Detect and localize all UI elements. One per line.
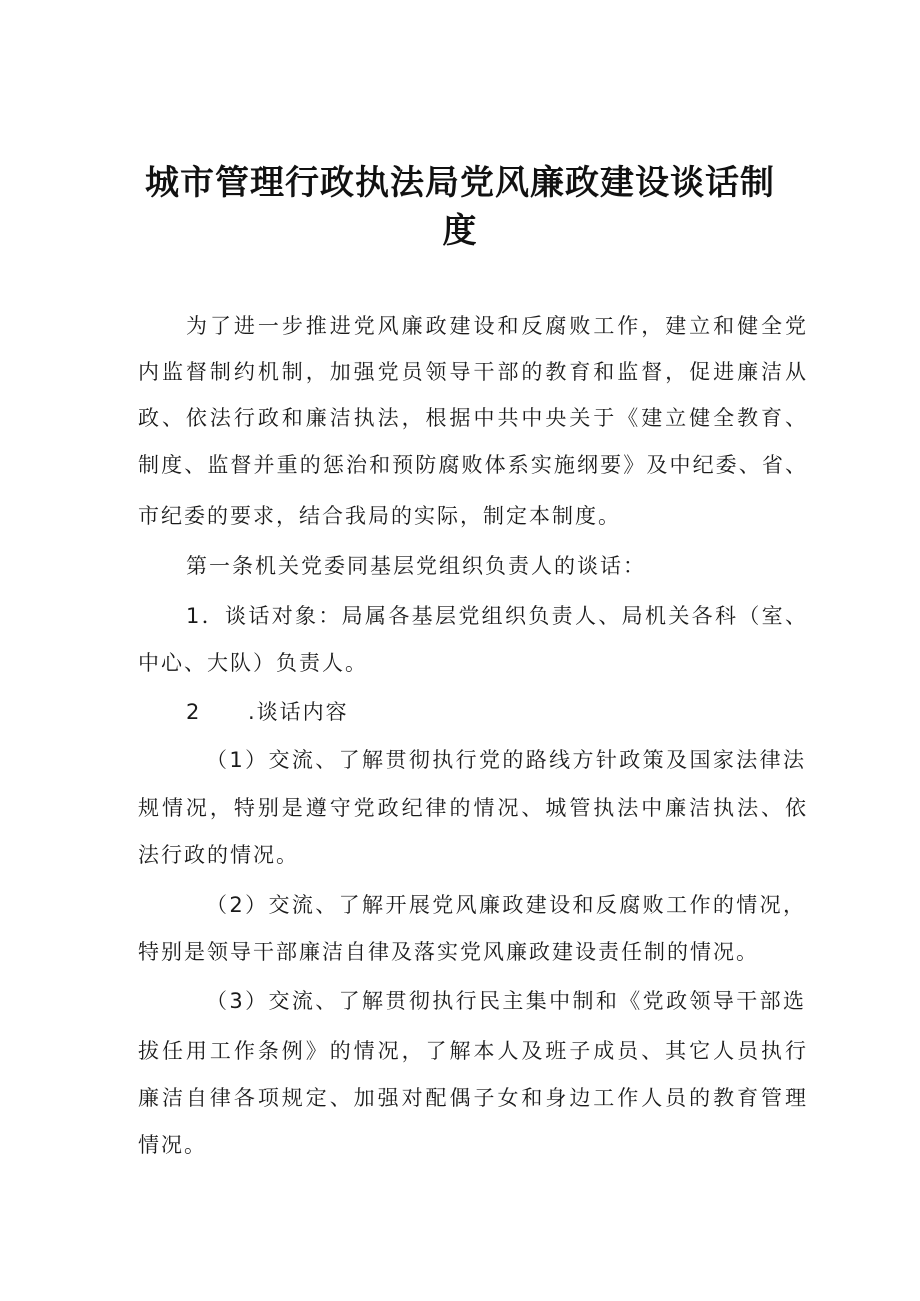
intro-line-2: 内监督制约机制，加强党员领导干部的教育和监督，促进廉洁从 — [138, 360, 808, 384]
item-1-line-1: 1．谈话对象：局属各基层党组织负责人、局机关各科（室、 — [186, 604, 808, 628]
sub-item-1-line-1: （1）交流、了解贯彻执行党的路线方针政策及国家法律法 — [206, 748, 806, 772]
sub-item-3-line-1: （3）交流、了解贯彻执行民主集中制和《党政领导干部选 — [206, 989, 806, 1013]
sub-item-3-line-3: 廉洁自律各项规定、加强对配偶子女和身边工作人员的教育管理 — [138, 1086, 808, 1110]
document-title-line-2: 度 — [442, 211, 478, 251]
item-1-line-2: 中心、大队）负责人。 — [138, 651, 368, 675]
sub-item-2-line-1: （2）交流、了解开展党风廉政建设和反腐败工作的情况， — [206, 893, 806, 917]
intro-line-5: 市纪委的要求，结合我局的实际，制定本制度。 — [138, 504, 621, 528]
sub-item-3-line-2: 拔任用工作条例》的情况，了解本人及班子成员、其它人员执行 — [138, 1039, 808, 1063]
sub-item-1-line-3: 法行政的情况。 — [138, 843, 299, 867]
intro-line-4: 制度、监督并重的惩治和预防腐败体系实施纲要》及中纪委、省、 — [138, 453, 808, 477]
item-2-number: 2 — [186, 700, 202, 724]
item-2-label: .谈话内容 — [248, 700, 349, 724]
item-2-heading — [186, 697, 808, 727]
document-title-line-1: 城市管理行政执法局党风廉政建设谈话制 — [145, 163, 775, 203]
intro-line-3: 政、依法行政和廉洁执法，根据中共中央关于《建立健全教育、 — [138, 406, 808, 430]
sub-item-1-line-2: 规情况，特别是遵守党政纪律的情况、城管执法中廉洁执法、依 — [138, 796, 808, 820]
intro-line-1: 为了进一步推进党风廉政建设和反腐败工作，建立和健全党 — [186, 314, 808, 338]
sub-item-2-line-2: 特别是领导干部廉洁自律及落实党风廉政建设责任制的情况。 — [138, 940, 759, 964]
sub-item-3-line-4: 情况。 — [138, 1133, 207, 1157]
article-1-heading: 第一条机关党委同基层党组织负责人的谈话： — [186, 554, 646, 578]
